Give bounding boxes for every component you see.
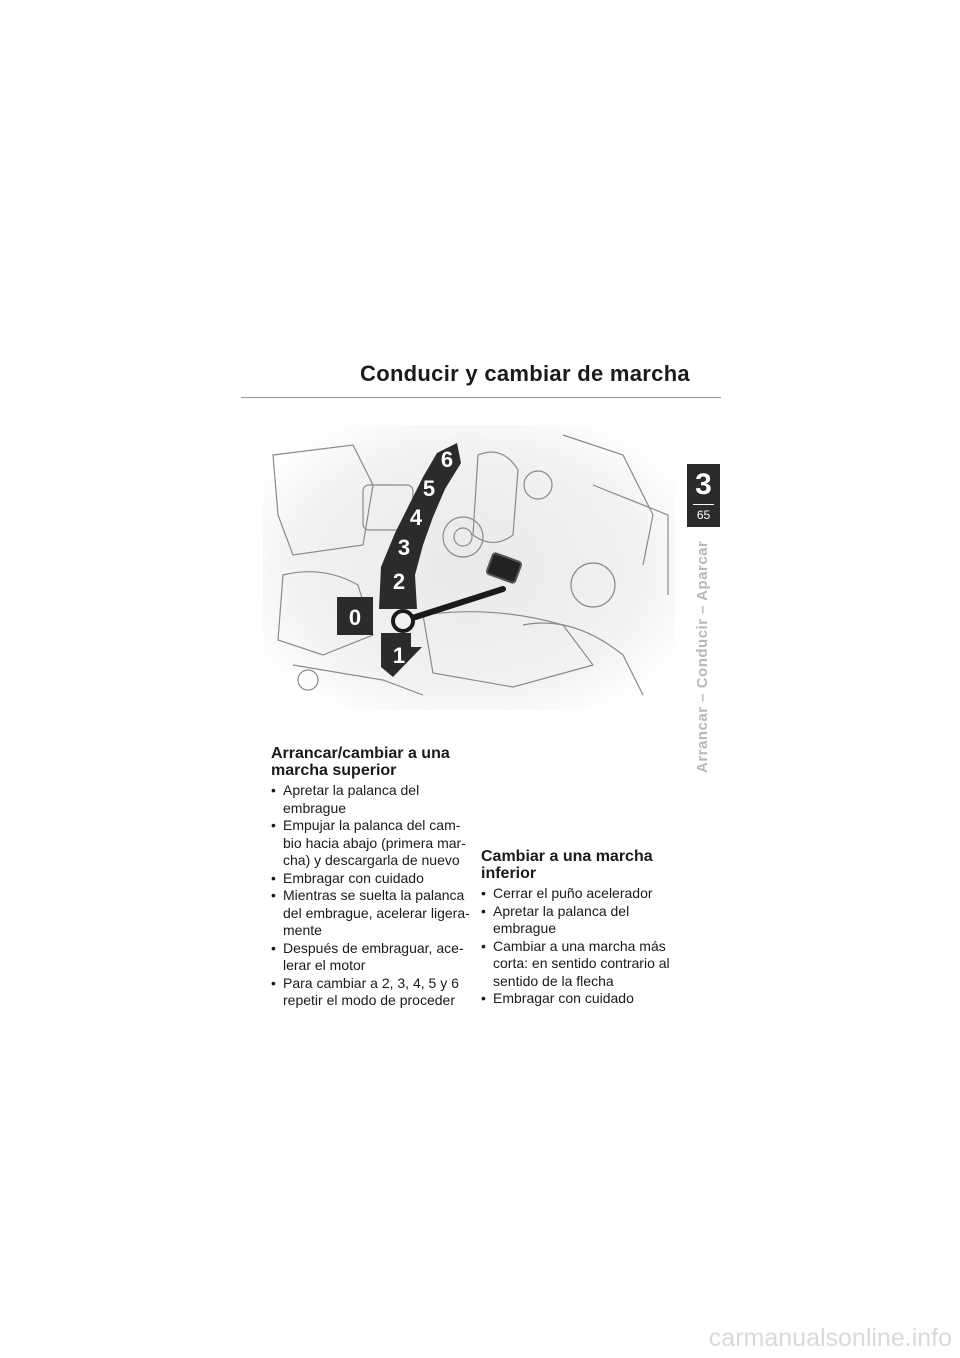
section-downshift-list xyxy=(481,885,681,1008)
gear-label-3: 3 xyxy=(397,535,411,560)
shift-pivot xyxy=(393,611,413,631)
gearshift-illustration xyxy=(263,425,675,710)
gear-label-4: 4 xyxy=(409,505,423,530)
chapter-separator xyxy=(693,504,714,505)
watermark: carmanualsonline.info xyxy=(708,1324,952,1352)
page-title: Conducir y cambiar de marcha xyxy=(360,361,690,386)
gear-label-1: 1 xyxy=(392,643,406,668)
chapter-number: 3 xyxy=(695,468,712,501)
page-number: 65 xyxy=(696,508,711,522)
gear-label-0: 0 xyxy=(348,605,362,630)
engine-background xyxy=(263,425,675,710)
section-upshift-heading: Arrancar/cambiar a una marcha superior xyxy=(271,745,450,779)
section-upshift-list xyxy=(271,782,471,1010)
section-downshift xyxy=(481,848,681,1008)
list-item: • Cerrar el puño acelerador xyxy=(481,885,681,903)
section-upshift xyxy=(271,745,471,1010)
list-item: • Después de embraguar, ace-lerar el motor xyxy=(271,940,471,975)
list-item: • Embragar con cuidado xyxy=(481,990,681,1008)
title-rule xyxy=(241,397,721,398)
list-item: • Para cambiar a 2, 3, 4, 5 y 6 repetir el modo de proceder xyxy=(271,975,471,1010)
gear-label-6: 6 xyxy=(440,447,454,472)
list-item: • Empujar la palanca del cam-bio hacia abajo (primera mar-cha) y descargarla de nuevo xyxy=(271,817,471,870)
list-item: • Apretar la palanca del embrague xyxy=(481,903,681,938)
list-item: • Embragar con cuidado xyxy=(271,870,471,888)
list-item: • Cambiar a una marcha más corta: en sentido contrario al sentido de la flecha xyxy=(481,938,681,991)
chapter-side-label: Arrancar – Conducir – Aparcar xyxy=(694,540,711,773)
list-item: • Mientras se suelta la palanca del embrague, acelerar ligera-mente xyxy=(271,887,471,940)
gearshift-figure xyxy=(263,425,675,710)
list-item: • Apretar la palanca del embrague xyxy=(271,782,471,817)
gear-label-2: 2 xyxy=(392,569,406,594)
gear-label-5: 5 xyxy=(422,476,436,501)
chapter-tab xyxy=(687,464,720,527)
section-downshift-heading: Cambiar a una marcha inferior xyxy=(481,848,653,882)
